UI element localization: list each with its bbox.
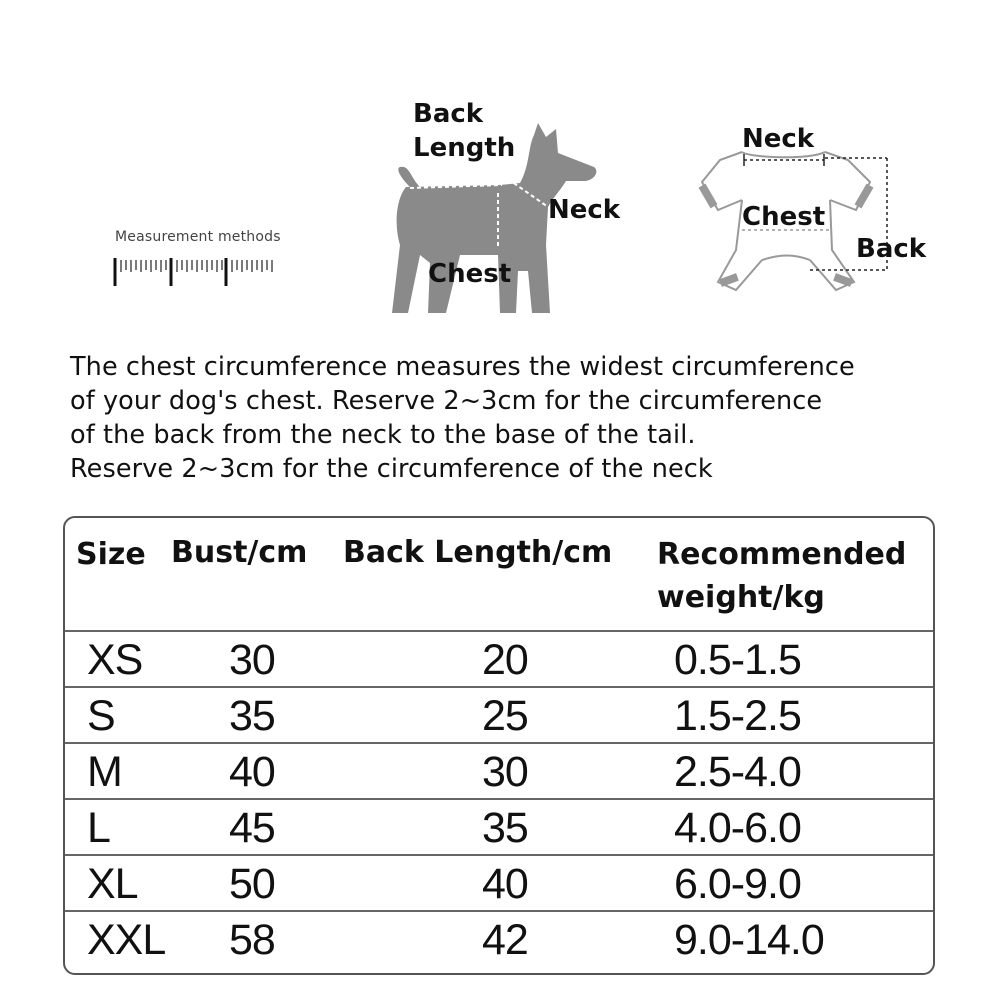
bust-cell: 35 (229, 692, 275, 740)
dog-measurement-diagram (380, 95, 640, 320)
description-line: of the back from the neck to the base of the tail. (70, 420, 696, 450)
garment-measurement-diagram (690, 120, 940, 320)
bust-cell: 50 (229, 860, 275, 908)
description-line: Reserve 2~3cm for the circumference of the neck (70, 454, 713, 484)
back-length-cell: 30 (482, 748, 528, 796)
size-cell: XXL (87, 916, 166, 964)
header-back-length: Back Length/cm (343, 535, 613, 570)
ruler-icon (113, 254, 283, 288)
measurement-methods-label: Measurement methods (115, 229, 281, 245)
measurement-description (70, 350, 990, 486)
back-label: Back (413, 99, 484, 129)
neck-label: Neck (548, 195, 621, 225)
length-label: Length (413, 133, 516, 163)
weight-cell: 0.5-1.5 (674, 636, 801, 684)
back-length-cell: 20 (482, 636, 528, 684)
table-row (65, 630, 933, 686)
bust-cell: 40 (229, 748, 275, 796)
bust-cell: 45 (229, 804, 275, 852)
description-line: The chest circumference measures the widest circumference (70, 352, 855, 382)
size-chart-table (63, 516, 935, 975)
weight-cell: 4.0-6.0 (674, 804, 801, 852)
description-line: of your dog's chest. Reserve 2~3cm for the circumference (70, 386, 823, 416)
bust-cell: 30 (229, 636, 275, 684)
weight-cell: 2.5-4.0 (674, 748, 801, 796)
back-length-cell: 25 (482, 692, 528, 740)
back-length-cell: 40 (482, 860, 528, 908)
weight-cell: 1.5-2.5 (674, 692, 801, 740)
header-bust: Bust/cm (171, 535, 308, 570)
size-cell: XL (87, 860, 138, 908)
weight-cell: 9.0-14.0 (674, 916, 824, 964)
garment-back-label: Back (856, 234, 927, 264)
header-size: Size (76, 537, 146, 572)
garment-chest-label: Chest (742, 202, 826, 232)
table-row (65, 798, 933, 854)
size-cell: M (87, 748, 122, 796)
size-cell: XS (87, 636, 143, 684)
header-weight-line2: weight/kg (657, 580, 825, 615)
bust-cell: 58 (229, 916, 275, 964)
back-length-cell: 42 (482, 916, 528, 964)
table-row (65, 910, 933, 966)
weight-cell: 6.0-9.0 (674, 860, 801, 908)
chest-label: Chest (428, 259, 512, 289)
size-cell: S (87, 692, 115, 740)
table-row (65, 742, 933, 798)
garment-neck-label: Neck (742, 124, 815, 154)
size-cell: L (87, 804, 110, 852)
table-row (65, 854, 933, 910)
header-weight-line1: Recommended (657, 537, 907, 572)
table-row (65, 686, 933, 742)
back-length-cell: 35 (482, 804, 528, 852)
